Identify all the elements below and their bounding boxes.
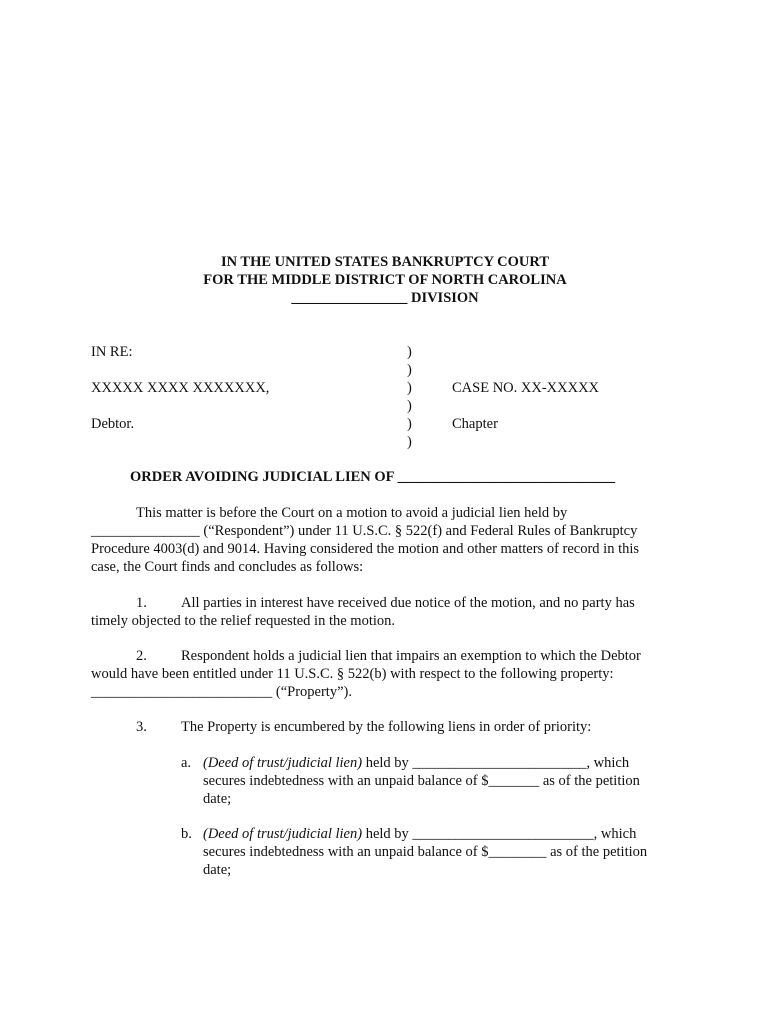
lien-item-line: date;: [203, 862, 232, 878]
paragraph-line: timely objected to the relief requested in the motion.: [91, 613, 396, 629]
paragraph-number: 1.: [136, 595, 147, 611]
district-line: FOR THE MIDDLE DISTRICT OF NORTH CAROLINA: [203, 272, 567, 288]
in-re-label: IN RE:: [91, 344, 133, 360]
lien-item-line: secures indebtedness with an unpaid balance of $________ as of the petition: [203, 844, 648, 860]
division-line: ________________ DIVISION: [291, 290, 479, 306]
lien-item-line: [203, 826, 636, 843]
debtor-name: XXXXX XXXX XXXXXXX,: [91, 380, 270, 396]
case-number: CASE NO. XX-XXXXX: [452, 380, 600, 396]
lien-held-by: held by ________________________, which: [362, 755, 630, 771]
intro-line: This matter is before the Court on a motion to avoid a judicial lien held by: [136, 505, 568, 521]
lien-item-line: [203, 755, 629, 772]
lien-type: (Deed of trust/judicial lien): [203, 826, 363, 842]
lien-item-line: date;: [203, 791, 232, 807]
paragraph-line: All parties in interest have received due notice of the motion, and no party has: [181, 595, 635, 611]
caption-paren: ): [407, 362, 412, 378]
lien-letter: a.: [181, 755, 192, 771]
lien-held-by: held by _________________________, which: [362, 826, 637, 842]
paragraph-number: 3.: [136, 719, 147, 735]
intro-line: Procedure 4003(d) and 9014. Having considered the motion and other matters of record in this: [91, 541, 640, 557]
caption-paren: ): [407, 380, 412, 396]
paragraph-number: 2.: [136, 648, 147, 664]
paragraph-line: _________________________ (“Property”).: [91, 684, 352, 700]
intro-line: case, the Court finds and concludes as follows:: [91, 559, 364, 575]
paragraph-line: Respondent holds a judicial lien that impairs an exemption to which the Debtor: [181, 648, 641, 664]
paragraph-line: would have been entitled under 11 U.S.C. § 522(b) with respect to the following property:: [91, 666, 614, 682]
order-title: ORDER AVOIDING JUDICIAL LIEN OF ______________________________: [130, 469, 616, 485]
court-name-line: IN THE UNITED STATES BANKRUPTCY COURT: [220, 254, 550, 270]
lien-item-line: secures indebtedness with an unpaid balance of $_______ as of the petition: [203, 773, 640, 789]
debtor-label: Debtor.: [91, 416, 135, 432]
caption-paren: ): [407, 398, 412, 414]
paragraph-line: The Property is encumbered by the following liens in order of priority:: [181, 719, 592, 735]
intro-line: _______________ (“Respondent”) under 11 U.S.C. § 522(f) and Federal Rules of Bankruptcy: [91, 523, 638, 539]
lien-type: (Deed of trust/judicial lien): [203, 755, 363, 771]
lien-letter: b.: [181, 826, 192, 842]
caption-paren: ): [407, 344, 412, 360]
chapter-label: Chapter: [452, 416, 498, 432]
caption-paren: ): [407, 434, 412, 450]
caption-paren: ): [407, 416, 412, 432]
